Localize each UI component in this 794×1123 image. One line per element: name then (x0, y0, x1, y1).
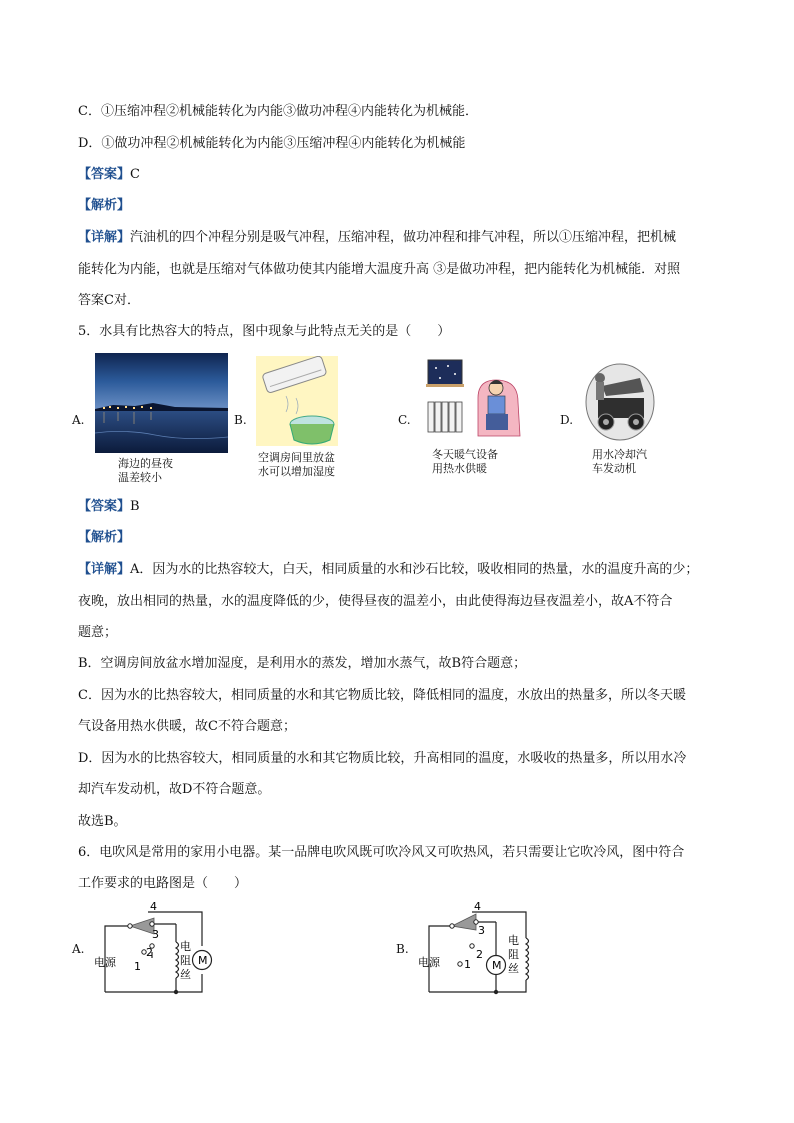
q5-option-a-label: A. (72, 413, 85, 427)
detail-5-line-5: C．因为水的比热容较大，相同质量的水和其它物质比较，降低相同的温度，水放出的热量多，所以冬天暖 (78, 688, 686, 703)
resistor-label-3: 丝 (180, 968, 191, 981)
resistor-label-1: 电 (180, 940, 191, 953)
q5-option-b-label: B. (234, 413, 247, 427)
answer-value: B (130, 499, 140, 514)
motor-symbol: M (198, 954, 208, 967)
terminal-1: 1 (464, 958, 471, 971)
q5-b-caption-1: 空调房间里放盆 (258, 451, 335, 464)
power-source-label: 电源 (418, 956, 440, 969)
car-engine-cooling-image (584, 362, 656, 442)
terminal-4: 4 (150, 900, 157, 913)
q5-option-d-label: D. (560, 413, 574, 427)
detail-5-line-2: 夜晚，放出相同的热量，水的温度降低的少，使得昼夜的温差小，由此使得海边昼夜温差小，故A不符合 (78, 594, 673, 609)
resistor-label-1: 电 (508, 934, 519, 947)
q6-option-a-label: A. (72, 942, 85, 956)
q5-d-caption-2: 车发动机 (592, 462, 636, 475)
radiator-heating-image (420, 358, 525, 444)
detail-4-line-2: 能转化为内能，也就是压缩对气体做功使其内能增大温度升高 ③是做功冲程，把内能转化为机械能．对照 (78, 262, 681, 277)
answer-tag: 【答案】 (78, 167, 131, 182)
detail-tag: 【详解】 (78, 562, 131, 577)
q5-a-caption-1: 海边的昼夜 (118, 457, 173, 470)
question-5: 5．水具有比热容大的特点，图中现象与此特点无关的是（ ） (78, 324, 451, 339)
detail-5-line-6: 气设备用热水供暖，故C不符合题意； (78, 719, 296, 734)
detail-text: 汽油机的四个冲程分别是吸气冲程，压缩冲程，做功冲程和排气冲程，所以①压缩冲程，把机械 (130, 230, 677, 245)
detail-5-line-4: B．空调房间放盆水增加湿度，是利用水的蒸发，增加水蒸气，故B符合题意； (78, 656, 527, 671)
air-conditioner-basin-image (256, 356, 338, 446)
q6-option-b-label: B. (396, 942, 409, 956)
power-source-label: 电源 (94, 956, 116, 969)
answer-4 (78, 166, 140, 184)
analysis-tag: 【解析】 (78, 530, 131, 545)
question-6-line-1: 6．电吹风是常用的家用小电器。某一品牌电吹风既可吹冷风又可吹热风，若只需要让它吹冷风，图中符合 (78, 845, 685, 860)
motor-symbol: M (492, 959, 502, 972)
resistor-label-3: 丝 (508, 962, 519, 975)
detail-5-line-8: 却汽车发动机，故D不符合题意。 (78, 782, 271, 797)
circuit-diagram-b (414, 898, 549, 1002)
detail-text: A．因为水的比热容较大，白天，相同质量的水和沙石比较，吸收相同的热量，水的温度升高的少； (130, 562, 699, 577)
circuit-diagram-a (90, 898, 225, 1002)
terminal-1: 1 (134, 960, 141, 973)
detail-5-line-3: 题意； (78, 625, 118, 640)
question-6-line-2: 工作要求的电路图是（ ） (78, 876, 248, 891)
detail-tag: 【详解】 (78, 230, 131, 245)
resistor-label-2: 阻 (180, 954, 191, 967)
detail-5-line-1 (78, 561, 698, 579)
detail-4-line-3: 答案C对． (78, 293, 140, 308)
analysis-tag: 【解析】 (78, 198, 131, 213)
terminal-2: 2 (476, 948, 483, 961)
answer-5 (78, 498, 140, 516)
seaside-night-image (95, 353, 228, 453)
detail-4-line-1 (78, 229, 676, 247)
terminal-2: 2 (146, 946, 153, 959)
q5-b-caption-2: 水可以增加湿度 (258, 465, 335, 478)
q5-c-caption-2: 用热水供暖 (432, 462, 487, 475)
q5-d-caption-1: 用水冷却汽 (592, 448, 647, 461)
detail-5-line-7: D．因为水的比热容较大，相同质量的水和其它物质比较，升高相同的温度，水吸收的热量多，所以用水冷 (78, 751, 687, 766)
q5-option-c-label: C. (398, 413, 411, 427)
terminal-4: 4 (474, 900, 481, 913)
detail-5-line-9: 故选B。 (78, 814, 127, 829)
terminal-3: 3 (478, 924, 485, 937)
resistor-label-2: 阻 (508, 948, 519, 961)
q5-a-caption-2: 温差较小 (118, 471, 162, 484)
terminal-3: 3 (152, 928, 159, 941)
answer-tag: 【答案】 (78, 499, 131, 514)
answer-value: C (130, 167, 140, 182)
q5-c-caption-1: 冬天暖气设备 (432, 448, 498, 461)
option-d-text: D．①做功冲程②机械能转化为内能③压缩冲程④内能转化为机械能 (78, 136, 466, 151)
option-c-text: C．①压缩冲程②机械能转化为内能③做功冲程④内能转化为机械能． (78, 104, 478, 119)
